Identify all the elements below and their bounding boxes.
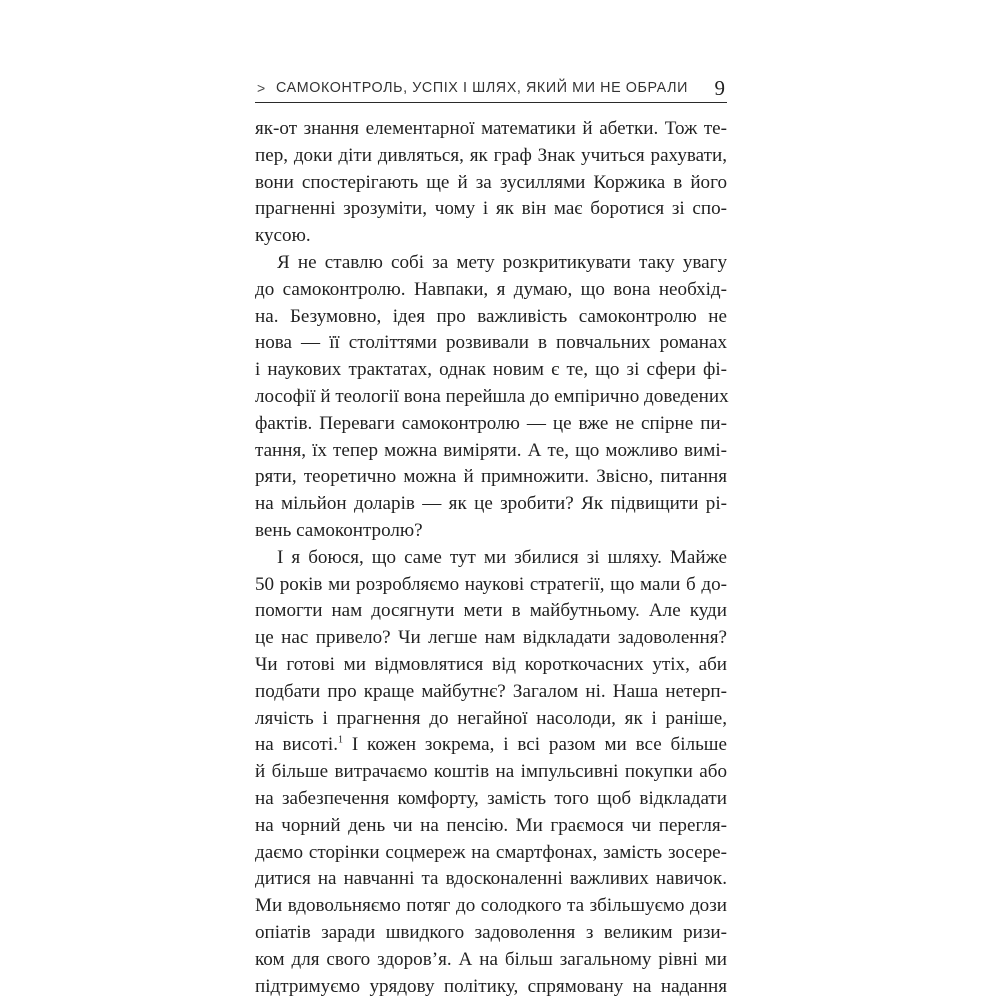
text-line-with-footnote bbox=[255, 732, 727, 759]
text-line: нова — її століттями розвивали в повчальних романах bbox=[255, 332, 727, 354]
body-text bbox=[255, 116, 727, 1000]
text-line: вень самоконтролю? bbox=[255, 519, 423, 541]
text-line: Чи готові ми відмовлятися від короткочасних утіх, аби bbox=[255, 653, 727, 675]
text-segment: І кожен зокрема, і всі разом ми все більше bbox=[342, 734, 727, 756]
text-line: лософії й теології вона перейшла до емпірично доведених bbox=[255, 385, 729, 407]
text-line: вони спостерігають ще й за зусиллями Коржика в його bbox=[255, 171, 727, 193]
text-line: лячість і прагнення до негайної насолоди, як і раніше, bbox=[255, 707, 727, 729]
text-line: і наукових трактатах, однак новим є те, що зі сфери фі- bbox=[255, 359, 727, 381]
text-line: Ми вдовольняємо потяг до солодкого та збільшуємо дози bbox=[255, 895, 727, 917]
text-line: І я боюся, що саме тут ми збилися зі шляху. Майже bbox=[277, 546, 727, 568]
text-line: прагненні зрозуміти, чому і як він має боротися зі спо- bbox=[255, 198, 727, 220]
text-line: й більше витрачаємо коштів на імпульсивні покупки або bbox=[255, 761, 727, 783]
footnote-reference[interactable]: 1 bbox=[337, 734, 343, 746]
text-line: дитися на навчанні та вдосконаленні важливих навичок. bbox=[255, 868, 727, 890]
text-line: подбати про краще майбутнє? Загалом ні. Наша нетерп- bbox=[255, 680, 727, 702]
text-line: це нас привело? Чи легше нам відкладати задоволення? bbox=[255, 627, 727, 649]
text-line: фактів. Переваги самоконтролю — це вже не спірне пи- bbox=[255, 412, 727, 434]
text-line: підтримуємо урядову політику, спрямовану на надання bbox=[255, 975, 727, 997]
text-line: на мільйон доларів — як це зробити? Як підвищити рі- bbox=[255, 493, 727, 515]
text-line: на забезпечення комфорту, замість того щоб відкладати bbox=[255, 787, 727, 809]
text-segment: на висоті. bbox=[255, 734, 338, 756]
text-line: до самоконтролю. Навпаки, я думаю, що вона необхід- bbox=[255, 278, 727, 300]
paragraph bbox=[255, 545, 727, 1000]
text-line: кусою. bbox=[255, 225, 311, 247]
text-line: ком для свого здоров’я. А на більш загальному рівні ми bbox=[255, 948, 727, 970]
text-line: як-от знання елементарної математики й абетки. Тож те- bbox=[255, 118, 727, 139]
text-line: помогти нам досягнути мети в майбутньому. Але куди bbox=[255, 600, 727, 622]
text-line: Я не ставлю собі за мету розкритикувати таку увагу bbox=[277, 251, 727, 273]
text-line: на чорний день чи на пенсію. Ми граємося чи перегля- bbox=[255, 814, 727, 836]
text-line: на. Безумовно, ідея про важливість самоконтролю не bbox=[255, 305, 727, 327]
text-line: тання, їх тепер можна виміряти. А те, що можливо вимі- bbox=[255, 439, 727, 461]
running-head-title: САМОКОНТРОЛЬ, УСПІХ І ШЛЯХ, ЯКИЙ МИ НЕ ОБРАЛИ bbox=[276, 80, 688, 96]
paragraph bbox=[255, 116, 727, 250]
text-line: ряти, теоретично можна й примножити. Звісно, питання bbox=[255, 466, 727, 488]
page-number: 9 bbox=[714, 76, 725, 100]
text-line: даємо сторінки соцмереж на смартфонах, замість зосере- bbox=[255, 841, 727, 863]
text-line: пер, доки діти дивляться, як граф Знак учиться рахувати, bbox=[255, 144, 727, 166]
text-line: 50 років ми розробляємо наукові стратегії, що мали б до- bbox=[255, 573, 727, 595]
paragraph bbox=[255, 250, 727, 545]
running-head bbox=[255, 76, 727, 103]
text-line: опіатів заради швидкого задоволення з великим ризи- bbox=[255, 921, 727, 943]
running-head-marker: > bbox=[257, 80, 266, 96]
